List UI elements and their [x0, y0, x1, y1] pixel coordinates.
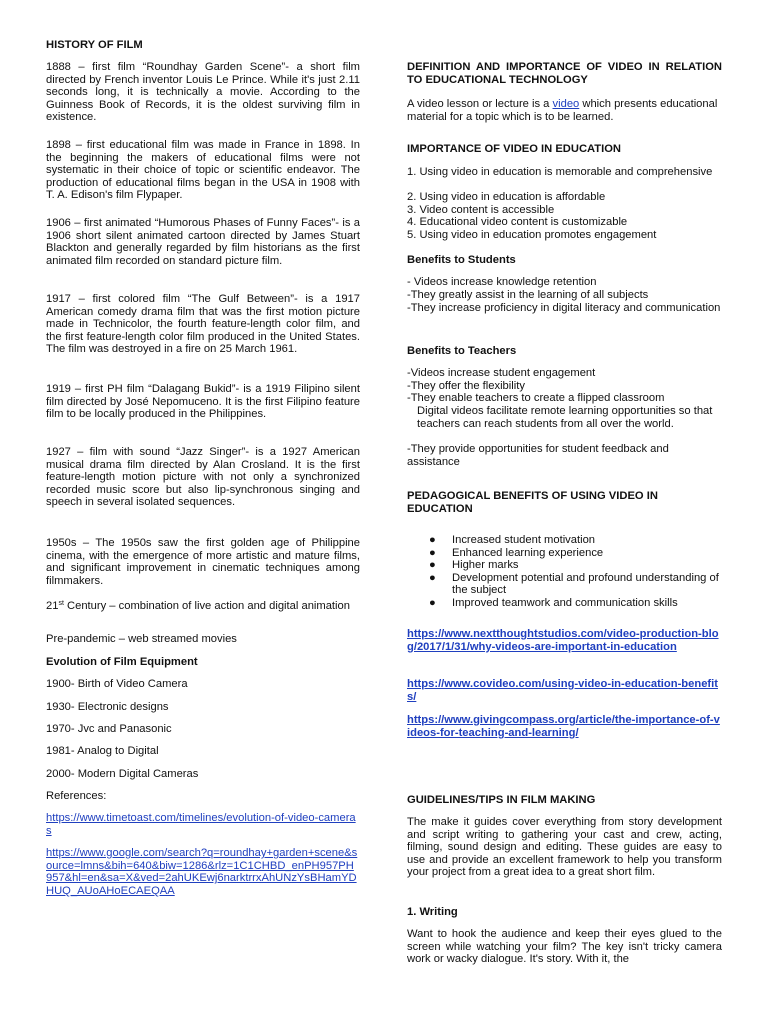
bullet-icon: ● — [429, 596, 436, 609]
evolution-title: Evolution of Film Equipment — [46, 656, 198, 668]
students-benefits-title: Benefits to Students — [407, 254, 516, 266]
importance-item: 2. Using video in education is affordable — [407, 191, 606, 203]
bullet-icon: ● — [429, 546, 436, 559]
evolution-item: 1900- Birth of Video Camera — [46, 678, 188, 690]
writing-paragraph: Want to hook the audience and keep their eyes glued to the screen while watching your film? The key isn't tricky camera work or wacky dialogue. It's story. With it, the — [407, 928, 722, 966]
evolution-item: 1930- Electronic designs — [46, 701, 169, 713]
list-item: ● Development potential and profound understanding of the subject — [429, 571, 719, 597]
bullet-icon: ● — [429, 534, 436, 546]
bullet-icon: ● — [429, 559, 436, 572]
guidelines-title: GUIDELINES/TIPS IN FILM MAKING — [407, 794, 596, 806]
evolution-item: 1970- Jvc and Panasonic — [46, 723, 172, 735]
list-item: ● Improved teamwork and communication skills — [429, 596, 678, 609]
teachers-benefits-title: Benefits to Teachers — [407, 345, 517, 357]
history-para-21st-century: 21st Century – combination of live action and digital animation — [46, 600, 350, 612]
students-benefit-item: -They greatly assist in the learning of all subjects — [407, 289, 649, 301]
history-para-1927: 1927 – film with sound “Jazz Singer”- is a 1927 American musical drama film directed by Alan Crosland. It is the first feature-length motion picture with not only a synchronized recorded music score but also lip-synchronous singing and speech in several isolated sequences. — [46, 446, 360, 509]
reference-link-google[interactable]: https://www.google.com/search?q=roundhay+garden+scene&source=lmns&bih=640&biw=1286&rlz=1C1CHBD_enPH957PH957&hl=en&sa=X&ved=2ahUKEwj6narktrrxAhUNzYsBHamYDHUQ_AUoAHoECAEQAA — [46, 847, 358, 897]
importance-title: IMPORTANCE OF VIDEO IN EDUCATION — [407, 143, 622, 155]
source-link-givingcompass[interactable]: https://www.givingcompass.org/article/the-importance-of-videos-for-teaching-and-learning/ — [407, 714, 720, 739]
bullet-icon: ● — [429, 571, 436, 584]
history-title: HISTORY OF FILM — [46, 39, 143, 51]
importance-item: 3. Video content is accessible — [407, 204, 555, 216]
guidelines-paragraph: The make it guides cover everything from story development and script writing to gathering your cast and crew, acting, filming, sound design and editing. These guides are easy to use and provide an excellent framework to help you transform your project from a great idea to a great short film. — [407, 816, 722, 879]
history-para-1919: 1919 – first PH film “Dalagang Bukid”- is a 1919 Filipino silent film directed by José Nepomuceno. It is the first Filipino feature film to be locally produced in the Philippines. — [46, 383, 360, 421]
source-link-nextthought[interactable]: https://www.nextthoughtstudios.com/video-production-blog/2017/1/31/why-videos-are-important-in-education — [407, 628, 719, 653]
list-item: ● Increased student motivation — [429, 534, 596, 546]
definition-title: DEFINITION AND IMPORTANCE OF VIDEO IN RELATION TO EDUCATIONAL TECHNOLOGY — [407, 61, 722, 86]
importance-item: 4. Educational video content is customizable — [407, 216, 628, 228]
history-para-1917: 1917 – first colored film “The Gulf Between”- is a 1917 American comedy drama film that was the first motion picture made in Technicolor, the fourth feature-length color film, and the first feature-length color film produced in the United States. The film was destroyed in a fire on 25 March 1961. — [46, 293, 360, 356]
pedagogical-list — [407, 534, 722, 610]
students-benefit-item: - Videos increase knowledge retention — [407, 276, 597, 288]
history-para-1898: 1898 – first educational film was made in France in 1898. In the beginning the makers of educational films were not systematic in their choice of topic or scientific endeavor. The production of educational films began in the USA in 1908 with T. A. Edison's film Flypaper. — [46, 139, 360, 202]
source-link-covideo[interactable]: https://www.covideo.com/using-video-in-education-benefits/ — [407, 678, 718, 703]
history-para-1906: 1906 – first animated “Humorous Phases of Funny Faces”- is a 1906 short silent animated cartoon directed by James Stuart Blackton and generally regarded by film historians as the first animated film recorded on standard picture film. — [46, 217, 360, 267]
list-item: ● Higher marks — [429, 559, 519, 572]
students-benefit-item: -They increase proficiency in digital literacy and communication — [407, 302, 721, 314]
pedagogical-title: PEDAGOGICAL BENEFITS OF USING VIDEO IN EDUCATION — [407, 490, 658, 515]
references-label: References: — [46, 790, 107, 802]
teachers-benefit-indented: Digital videos facilitate remote learning opportunities so that teachers can reach students from all over the world. — [417, 405, 713, 430]
teachers-benefit-item: -Videos increase student engagement — [407, 367, 596, 379]
teachers-benefit-item: -They provide opportunities for student feedback and assistance — [407, 443, 669, 468]
list-item: ● Enhanced learning experience — [429, 546, 604, 559]
reference-link-timetoast[interactable]: https://www.timetoast.com/timelines/evolution-of-video-cameras — [46, 812, 356, 837]
history-para-1888: 1888 – first film “Roundhay Garden Scene”- a short film directed by French inventor Louis Le Prince. While it's just 2.11 seconds long, it is technically a movie. According to the Guinness Book of Records, it is the oldest surviving film in existence. — [46, 61, 360, 124]
importance-item: 1. Using video in education is memorable and comprehensive — [407, 166, 713, 178]
history-para-1950s: 1950s – The 1950s saw the first golden age of Philippine cinema, with the emergence of more artistic and mature films, and significant improvement in cinematic techniques among filmmakers. — [46, 537, 360, 587]
video-link[interactable]: video — [552, 98, 580, 110]
writing-title: 1. Writing — [407, 906, 458, 918]
teachers-benefit-item: -They enable teachers to create a flipped classroom — [407, 392, 665, 404]
teachers-benefit-item: -They offer the flexibility — [407, 380, 525, 392]
history-prepandemic: Pre-pandemic – web streamed movies — [46, 633, 237, 645]
evolution-item: 1981- Analog to Digital — [46, 745, 159, 757]
evolution-item: 2000- Modern Digital Cameras — [46, 768, 199, 780]
importance-item: 5. Using video in education promotes engagement — [407, 229, 657, 241]
definition-text: A video lesson or lecture is a video which presents educational material for a topic which is to be learned. — [407, 98, 718, 123]
